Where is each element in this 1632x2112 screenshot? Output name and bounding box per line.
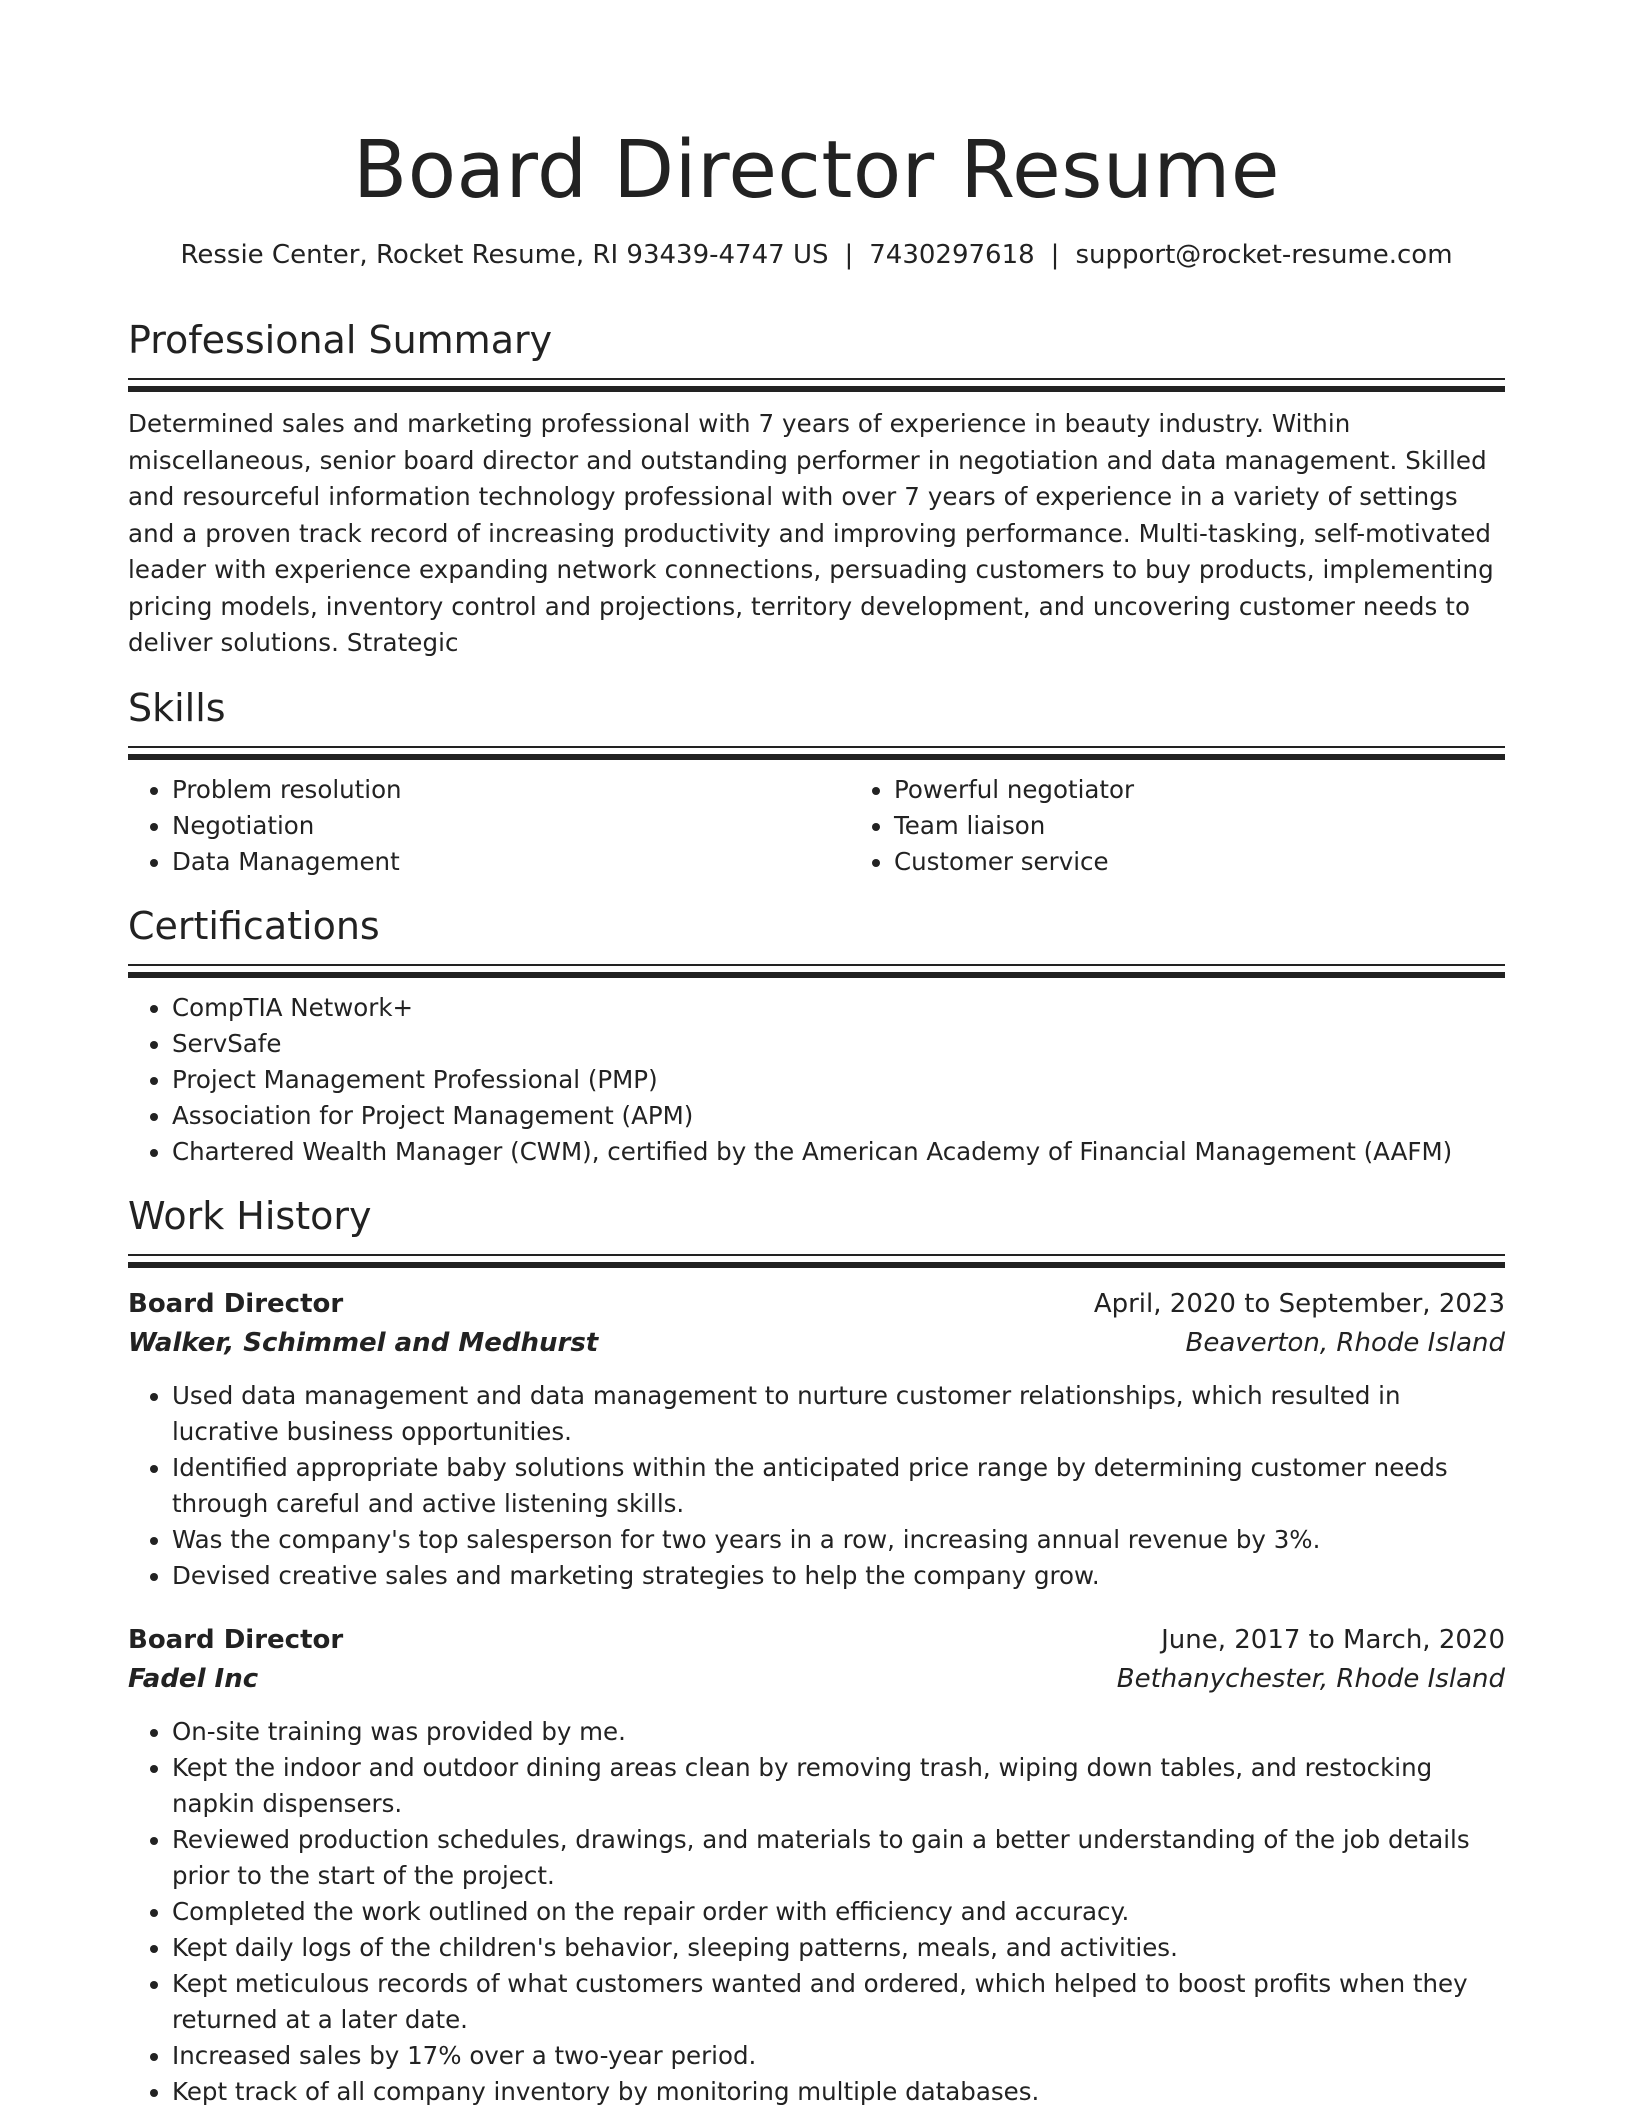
summary-text: Determined sales and marketing professional with 7 years of experience in beauty industry. Within miscellaneous, senior board director and outstanding performer in negotiation and data management. Skilled and resourceful information technology professional with over 7 years of experience in a variety of settings and a proven track record of increasing productivity and improving performance. Multi-tasking, self-motivated leader with experience expanding network connections, persuading customers to buy products, implementing pricing models, inventory control and projections, territory development, and uncovering customer needs to deliver solutions. Strategic [128,409,1494,657]
section-heading-summary: Professional Summary [128,318,553,362]
certification-item: • ServSafe [172,1026,1505,1062]
section-divider [128,1254,1505,1256]
section-divider [128,386,1505,392]
work-history-section [128,1192,1505,2110]
skill-item: • Problem resolution [172,772,850,808]
job-company: Walker, Schimmel and Medhurst [128,1327,599,1358]
certification-item: • CompTIA Network+ [172,990,1505,1026]
job-bullet: • Devised creative sales and marketing strategies to help the company grow. [172,1558,1505,1594]
job-header [128,1620,1505,1660]
job-bullets [128,1714,1505,2110]
job-bullet: • Kept meticulous records of what customers wanted and ordered, which helped to boost profits when they returned at a later date. [172,1966,1505,2038]
section-heading-work-history: Work History [128,1193,372,1238]
job-title: Board Director [128,1288,344,1319]
job-header [128,1284,1505,1324]
contact-separator: | [844,240,854,270]
skills-grid [128,772,1505,880]
job-bullets [128,1378,1505,1594]
skill-item: • Negotiation [172,808,850,844]
resume-title: Board Director Resume [353,124,1280,216]
section-divider [128,754,1505,760]
skills-list-left [128,772,850,880]
section-divider [128,378,1505,380]
job-dates: June, 2017 to March, 2020 [1161,1624,1505,1655]
job-bullet: • Identified appropriate baby solutions within the anticipated price range by determining customer needs through careful and active listening skills. [172,1450,1505,1522]
certification-item: • Chartered Wealth Manager (CWM), certified by the American Academy of Financial Management (AAFM) [172,1134,1505,1170]
job-bullet: • Completed the work outlined on the repair order with efficiency and accuracy. [172,1894,1505,1930]
skill-item: • Customer service [894,844,1572,880]
section-heading-certifications: Certifications [128,903,380,948]
job-bullet: • Used data management and data management to nurture customer relationships, which resulted in lucrative business opportunities. [172,1378,1505,1450]
job-bullet: • On-site training was provided by me. [172,1714,1505,1750]
job-bullet: • Increased sales by 17% over a two-year period. [172,2038,1505,2074]
job-subheader [128,1660,1505,1698]
certifications-section [128,902,1505,1170]
resume-page [128,0,1505,2110]
section-divider [128,746,1505,748]
job-bullet: • Kept the indoor and outdoor dining areas clean by removing trash, wiping down tables, and restocking napkin dispensers. [172,1750,1505,1822]
contact-address: Ressie Center, Rocket Resume, RI 93439-4747 US [180,240,829,270]
job-dates: April, 2020 to September, 2023 [1093,1288,1505,1319]
contact-phone: 7430297618 [869,240,1035,270]
skill-item: • Team liaison [894,808,1572,844]
job-bullet: • Reviewed production schedules, drawings, and materials to gain a better understanding of the job details prior to the start of the project. [172,1822,1505,1894]
section-divider [128,964,1505,966]
job-bullet: • Was the company's top salesperson for two years in a row, increasing annual revenue by 3%. [172,1522,1505,1558]
job-location: Bethanychester, Rhode Island [1116,1663,1505,1694]
skill-item: • Data Management [172,844,850,880]
job-location: Beaverton, Rhode Island [1185,1327,1505,1358]
job-bullet: • Kept track of all company inventory by monitoring multiple databases. [172,2074,1505,2110]
contact-separator: | [1050,240,1060,270]
contact-line [128,238,1505,272]
skill-item: • Powerful negotiator [894,772,1572,808]
job-subheader [128,1324,1505,1362]
skills-list-right [850,772,1572,880]
certification-item: • Project Management Professional (PMP) [172,1062,1505,1098]
section-divider [128,972,1505,978]
job-entry [128,1284,1505,1594]
section-divider [128,1262,1505,1268]
job-bullet: • Kept daily logs of the children's behavior, sleeping patterns, meals, and activities. [172,1930,1505,1966]
job-title: Board Director [128,1624,344,1655]
skills-section [128,684,1505,880]
certification-item: • Association for Project Management (APM) [172,1098,1505,1134]
job-entry [128,1620,1505,2110]
section-heading-skills: Skills [128,685,226,730]
contact-email[interactable]: support@rocket-resume.com [1075,240,1453,270]
summary-section [128,316,1505,662]
job-company: Fadel Inc [128,1663,259,1694]
certifications-list [128,990,1505,1170]
